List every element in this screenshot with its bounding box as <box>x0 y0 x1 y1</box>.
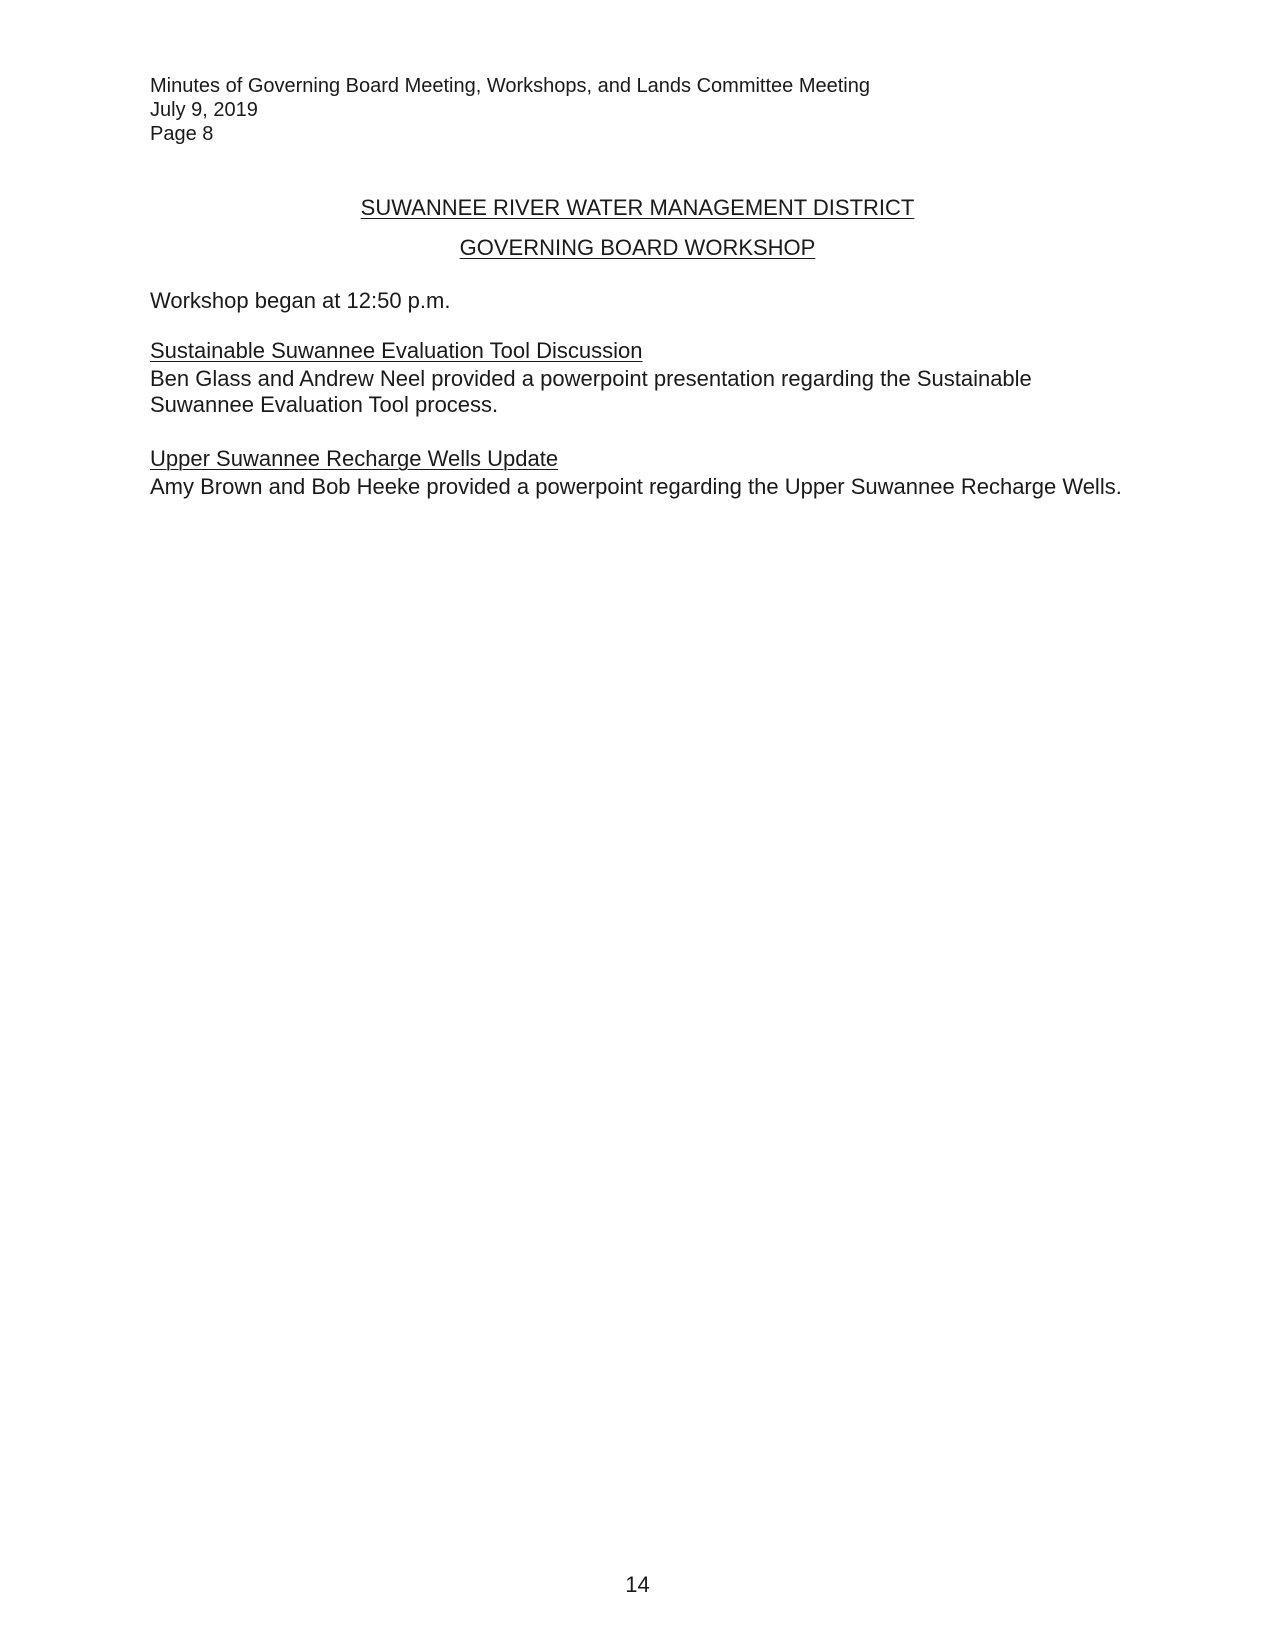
section-evaluation-tool <box>150 338 1130 418</box>
section-heading: Sustainable Suwannee Evaluation Tool Discussion <box>150 338 643 363</box>
title-block <box>0 195 1275 275</box>
running-header <box>150 74 870 146</box>
organization-title: SUWANNEE RIVER WATER MANAGEMENT DISTRICT <box>360 195 915 220</box>
intro-paragraph: Workshop began at 12:50 p.m. <box>150 288 451 313</box>
workshop-title: GOVERNING BOARD WORKSHOP <box>459 235 816 260</box>
section-recharge-wells <box>150 446 1130 500</box>
section-text: Amy Brown and Bob Heeke provided a powerpoint regarding the Upper Suwannee Recharge Wells. <box>150 474 1122 499</box>
section-text: Ben Glass and Andrew Neel provided a powerpoint presentation regarding the Sustainable Suwannee Evaluation Tool process. <box>150 366 1032 417</box>
section-heading: Upper Suwannee Recharge Wells Update <box>150 446 559 471</box>
header-date: July 9, 2019 <box>150 99 258 121</box>
header-page-label: Page 8 <box>150 123 214 145</box>
page-number: 14 <box>625 1572 650 1597</box>
header-document-title: Minutes of Governing Board Meeting, Workshops, and Lands Committee Meeting <box>150 75 870 97</box>
